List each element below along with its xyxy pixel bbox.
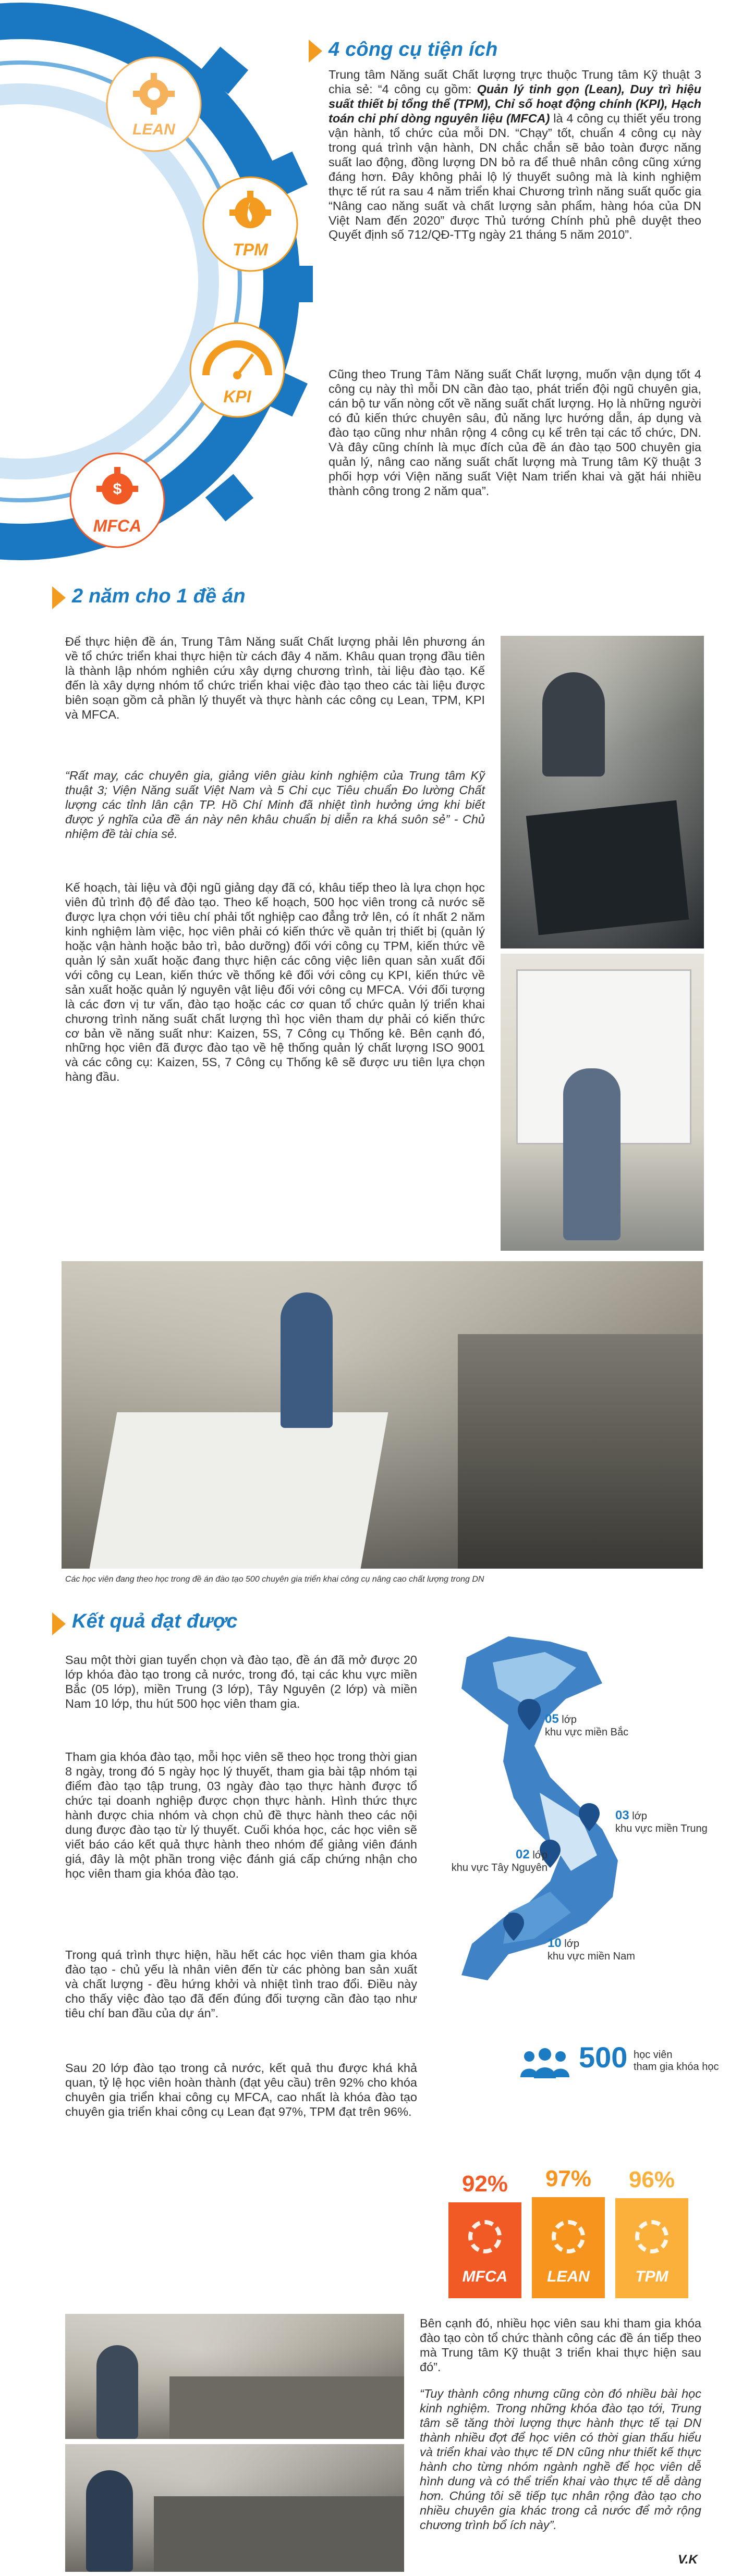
people-icon [516, 2048, 574, 2079]
section3-paragraph-2: Tham gia khóa đào tạo, mỗi học viên sẽ theo học trong thời gian 8 ngày, trong đó 5 ngày học lý thuyết, tham gia bài tập nhóm tại điểm đào tạo tập trung, 03 ngày đào tạo thực hành được tổ chức tại doanh nghiệp được chọn thực hành. Hình thức thực hành được chia nhóm và chọn chủ đề thực hành theo các nội dung được đào tạo từ lý thuyết. Cuối khóa học, các học viên sẽ viết báo cáo kết quả thực hành theo nhóm để giảng viên đánh giá, đây là một phần trong việc đánh giá cấp chứng nhận cho học viên tham gia khóa đào tạo. [65, 1750, 417, 1880]
result-percent-tpm: 96% [628, 2167, 675, 2192]
map-label-highland-num: 02 [516, 1847, 530, 1862]
section3-paragraph-1: Sau một thời gian tuyển chọn và đào tạo, đề án đã mở được 20 lớp khóa đào tạo trong cả nước, trong đó, tại các khu vực miền Bắc (05 lớp), miền Trung (3 lớp), Tây Nguyên (2 lớp) và miền Nam 10 lớp, thu hút 500 học viên tham gia. [65, 1653, 417, 1710]
map-label-north-area: khu vực miền Bắc [545, 1726, 629, 1738]
result-label-mfca: MFCA [462, 2268, 508, 2285]
results-chart [448, 2142, 709, 2298]
signature: V.K [678, 2553, 698, 2567]
section-arrow-icon [52, 1612, 66, 1635]
section-arrow-icon [309, 40, 322, 63]
section2-quote: “Rất may, các chuyên gia, giảng viên giàu kinh nghiệm của Trung tâm Kỹ thuật 3; Viện Năng suất Việt Nam và 5 Chi cục Tiêu chuẩn Đo lường Chất lượng các tỉnh lân cận TP. Hồ Chí Minh đã nhiệt tình hưởng ứng khi biết được ý nghĩa của đề án này nên khâu chuẩn bị diễn ra khá suôn sẻ” - Chủ nhiệm đề tài chia sẻ. [65, 769, 485, 841]
svg-text:MFCA: MFCA [93, 516, 142, 535]
section-title: Kết quả đạt được [72, 1610, 238, 1632]
section-title: 2 năm cho 1 đề án [72, 585, 246, 607]
training-photo-1 [65, 2314, 404, 2439]
svg-text:LEAN: LEAN [132, 121, 175, 138]
map-label-south-num: 10 [548, 1936, 562, 1950]
students-label-1: học viên [634, 2049, 673, 2061]
section1-paragraph-1: Trung tâm Năng suất Chất lượng trực thuộc Trung tâm Kỹ thuật 3 chia sẻ: “4 công cụ gồm: Quản lý tinh gọn (Lean), Duy trì hiệu suất thiết bị tổng thể (TPM), Chỉ số hoạt động chính (KPI), Hạch toán chi phí dòng nguyên liệu (MFCA) là 4 công cụ thiết yếu trong vận hành, tổ chức của mỗi DN. “Chạy” tốt, chuẩn 4 công cụ này trong quá trình vận hành, DN chắc chắn sẽ bảo toàn được năng suất lao động, đồng lượng DN bỏ ra để thuê nhân công cũng xứng đáng hơn. Đây không phải lộ lý thuyết suông mà là kinh nghiệm thực tế rút ra sau 4 năm triển khai Chương trình năng suất quốc gia “Nâng cao năng suất và chất lượng sản phẩm, hàng hóa của DN Việt Nam đến 2020” được Thủ tướng Chính phủ phê duyệt theo Quyết định số 712/QĐ-TTg ngày 21 tháng 5 năm 2010”. [328, 68, 701, 242]
result-label-lean: LEAN [547, 2268, 590, 2285]
map-label-north-unit: lớp [562, 1714, 577, 1725]
result-label-tpm: TPM [635, 2268, 668, 2285]
map-label-central-unit: lớp [632, 1810, 647, 1822]
result-gear-icon [468, 2220, 502, 2253]
result-gear-icon [635, 2220, 668, 2253]
section3-paragraph-5: Bên cạnh đó, nhiều học viên sau khi tham gia khóa đào tạo còn tổ chức thành công các đề án tiếp theo mà Trung tâm Kỹ thuật 3 triển khai thực hiện sau đó”. [420, 2316, 701, 2374]
map-label-central-area: khu vực miền Trung [615, 1822, 708, 1834]
section-arrow-icon [52, 586, 66, 609]
section2-paragraph-3: Kế hoạch, tài liệu và đội ngũ giảng dạy đã có, khâu tiếp theo là lựa chọn học viên đủ trình độ để đào tạo. Theo kế hoạch, 500 học viên trong cả nước sẽ được lựa chọn với tiêu chí phải tốt nghiệp cao đẳng trở lên, có ít nhất 2 năm kinh nghiệm làm việc, học viên phải có kiến thức về quản trị thiết bị (quản lý hoặc vận hành hoặc bảo trì, bảo dưỡng) đối với công cụ TPM, kiến thức về quản lý sản xuất hoặc đang thực hiện các công việc liên quan sản xuất đối với công cụ Lean, kiến thức về thống kê đối với công cụ KPI, kiến thức về sản xuất hoặc quản lý nguyên vật liệu đối với công cụ MFCA. Với đối tượng là các đơn vị tư vấn, đào tạo hoặc các cơ quan tổ chức quản lý triển khai chương trình năng suất chất lượng thì học viên tham dự phải có kiến thức cơ bản về năng suất như: Kaizen, 5S, 7 Công cụ Thống kê. Bên cạnh đó, những học viên đã được đào tạo về hệ thống quản lý chất lượng ISO 9001 và các công cụ: Kaizen, 5S, 7 Công cụ Thống kê sẽ được ưu tiên lựa chọn hàng đầu. [65, 881, 485, 1084]
map-label-central-num: 03 [615, 1808, 629, 1822]
result-percent-lean: 97% [545, 2166, 592, 2191]
kpi-icon [185, 318, 289, 422]
section2-paragraph-1: Để thực hiện đề án, Trung Tâm Năng suất Chất lượng phải lên phương án về tổ chức triển khai thực hiện từ cách đây 4 năm. Khâu quan trọng đầu tiên là thành lập nhóm nghiên cứu xây dựng chương trình, tài liệu đào tạo. Kế đến là xây dựng nhóm tổ chức triển khai việc đào tạo theo các tài liệu được biên soạn gồm cả phần lý thuyết và thực hành các công cụ Lean, TPM, KPI và MFCA. [65, 635, 485, 721]
map-label-south-unit: lớp [564, 1938, 579, 1950]
classroom-photo [62, 1261, 703, 1569]
lean-icon [102, 52, 206, 156]
result-percent-mfca: 92% [461, 2171, 508, 2197]
map-label-south [548, 1936, 635, 1963]
students-label [634, 2049, 719, 2073]
workshop-photo [501, 636, 704, 948]
section3-paragraph-4: Sau 20 lớp đào tạo trong cả nước, kết quả thu được khá khả quan, tỷ lệ học viên hoàn thành (đạt yêu cầu) trên 92% cho khóa chuyên gia triển khai công cụ MFCA, cao nhất là khóa đào tạo chuyên gia triển khai công cụ Lean đạt 97%, TPM đạt trên 96%. [65, 2061, 417, 2118]
map-label-central [615, 1808, 708, 1835]
map-label-north [545, 1712, 628, 1739]
svg-text:TPM: TPM [233, 240, 268, 259]
mfca-icon [65, 448, 169, 552]
students-count: 500 [579, 2041, 628, 2074]
students-label-2: tham gia khóa học [634, 2061, 719, 2073]
map-label-highland-unit: lớp [532, 1850, 548, 1861]
map-label-north-num: 05 [545, 1712, 559, 1726]
tpm-icon [198, 172, 302, 276]
whiteboard-photo [501, 954, 704, 1251]
result-gear-icon [552, 2220, 585, 2253]
svg-text:KPI: KPI [223, 387, 251, 406]
photo-caption: Các học viên đang theo học trong đề án đào tạo 500 chuyên gia triển khai công cụ nâng cao chất lượng trong DN [65, 1575, 484, 1584]
section3-quote: “Tuy thành công nhưng cũng còn đó nhiều bài học kinh nghiệm. Trong những khóa đào tạo tới, Trung tâm sẽ tăng thời lượng thực hành thực tế tại DN thành nhiều đợt để học viên có thời gian thấu hiểu và triển khai vào thực tế DN cũng như thiết kế thực hành cho từng nhóm ngành nghề để học viên dễ hình dung và có thể triển khai vào thực tế dễ dàng hơn. Chúng tôi sẽ tiếp tục nhân rộng đào tạo cho nhiều chuyên gia khác trong cả nước để mở rộng chương trình bổ ích này”. [420, 2387, 701, 2532]
map-label-south-area: khu vực miền Nam [548, 1950, 635, 1962]
svg-text:$: $ [113, 480, 122, 498]
section1-paragraph-2: Cũng theo Trung Tâm Năng suất Chất lượng, muốn vận dụng tốt 4 công cụ này thì mỗi DN cần đào tạo, phát triển đội ngũ chuyên gia, cán bộ tư vấn nòng cốt về năng suất chất lượng. Họ là những người có đủ kiến thức chuyên sâu, đủ năng lực hướng dẫn, áp dụng và đào tạo cũng như nhân rộng 4 công cụ kể trên tại các tổ chức, DN. Và đây cũng chính là mục đích của đề án đào tạo 500 chuyên gia quản lý, nâng cao năng suất chất lượng mà Trung tâm Kỹ thuật 3 phối hợp với Viện năng suất Việt Nam triển khai và gặt hái nhiều thành công trong 2 năm qua”. [328, 367, 701, 498]
map-label-highland [433, 1847, 548, 1874]
section3-paragraph-3: Trong quá trình thực hiện, hầu hết các học viên tham gia khóa đào tạo - chủ yếu là nhân viên đến từ các phòng ban sản xuất và chất lượng - đều hứng khởi và nhiệt tình trao đổi. Điều này cho thấy việc đào tạo đã đến đúng đối tượng cần đào tạo như tiêu chí ban đầu của dự án”. [65, 1948, 417, 2020]
section-title: 4 công cụ tiện ích [328, 39, 498, 60]
training-photo-2 [65, 2444, 404, 2572]
map-label-highland-area: khu vực Tây Nguyên [451, 1862, 548, 1874]
